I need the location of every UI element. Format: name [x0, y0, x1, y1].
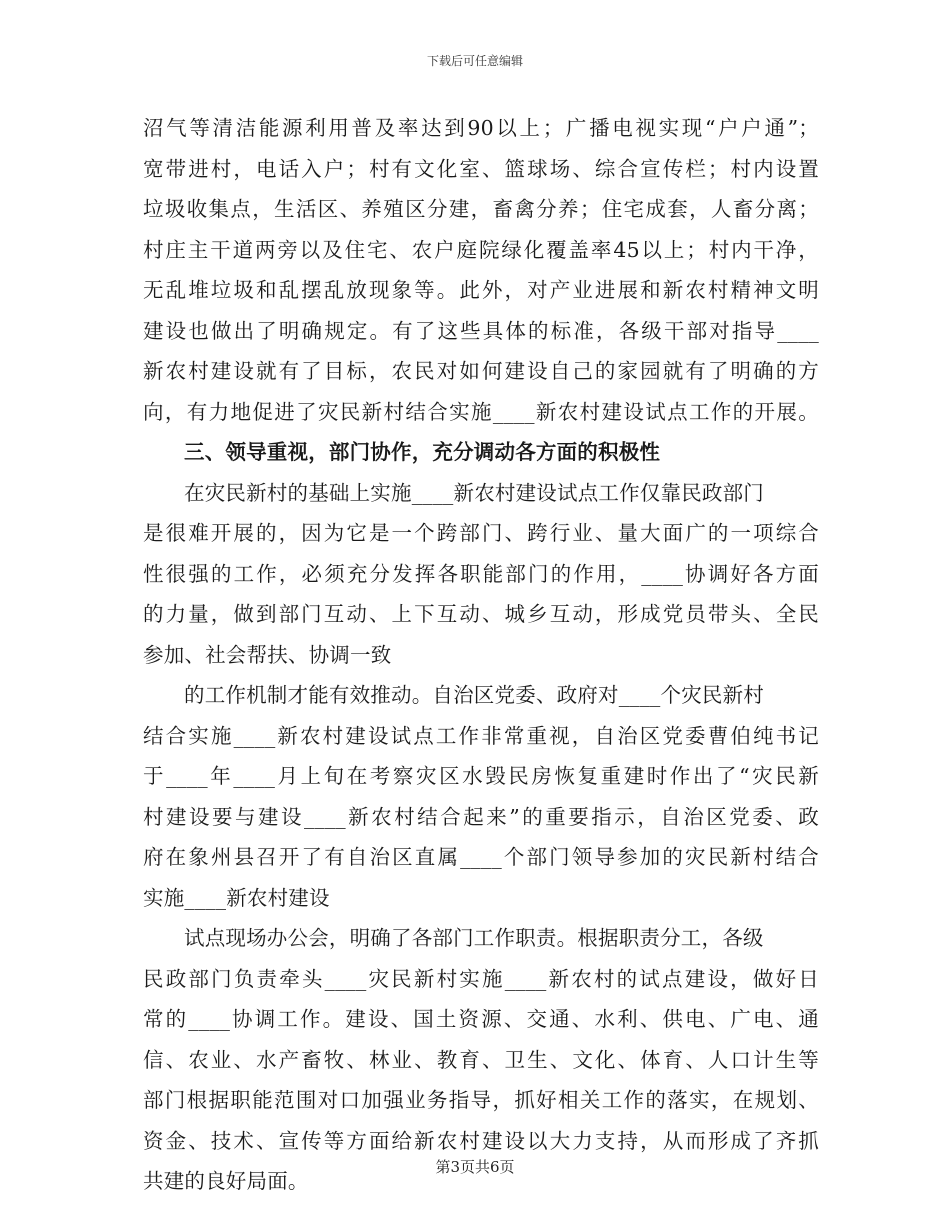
text-line: 的工作机制才能有效推动。自治区党委、政府对____个灾民新村	[184, 683, 764, 707]
paragraph-1	[143, 108, 819, 432]
paragraph-2	[143, 473, 819, 676]
text-line: 是很难开展的，因为它是一个跨部门、跨行业、量大面广的一项综合	[143, 521, 819, 545]
section-heading: 三、领导重视，部门协作，充分调动各方面的积极性	[184, 440, 661, 464]
text-line: 沼气等清洁能源利用普及率达到90以上；广播电视实现“户户通”；	[143, 116, 819, 140]
text-line: 向，有力地促进了灾民新村结合实施____新农村建设试点工作的开展。	[143, 399, 819, 424]
text-line: 村建设要与建设____新农村结合起来”的重要指示，自治区党委、政	[143, 804, 819, 829]
text-line: 资金、技术、宣传等方面给新农村建设以大力支持，从而形成了齐抓	[143, 1128, 819, 1153]
text-line: 实施____新农村建设	[143, 885, 330, 910]
text-line: 结合实施____新农村建设试点工作非常重视，自治区党委曹伯纯书记	[143, 723, 819, 748]
text-line: 新农村建设就有了目标，农民对如何建设自己的家园就有了明确的方	[143, 359, 819, 383]
paragraph-3	[143, 675, 819, 918]
text-line: 于____年____月上旬在考察灾区水毁民房恢复重建时作出了“灾民新	[143, 764, 819, 788]
text-line: 常的____协调工作。建设、国土资源、交通、水利、供电、广电、通	[143, 1007, 819, 1031]
text-line: 试点现场办公会，明确了各部门工作职责。根据职责分工，各级	[184, 926, 764, 950]
text-line: 府在象州县召开了有自治区直属____个部门领导参加的灾民新村结合	[143, 845, 819, 869]
text-line: 建设也做出了明确规定。有了这些具体的标准，各级干部对指导____	[143, 318, 819, 343]
document-body	[143, 108, 819, 1202]
text-line: 垃圾收集点，生活区、养殖区分建，畜禽分养；住宅成套，人畜分离；	[143, 197, 819, 221]
text-line: 村庄主干道两旁以及住宅、农户庭院绿化覆盖率45以上；村内干净，	[143, 237, 819, 262]
text-line: 民政部门负责牵头____灾民新村实施____新农村的试点建设，做好日	[143, 966, 819, 991]
text-line: 信、农业、水产畜牧、林业、教育、卫生、文化、体育、人口计生等	[143, 1047, 819, 1072]
text-line: 性很强的工作，必须充分发挥各职能部门的作用，____协调好各方面	[143, 561, 819, 586]
text-line: 无乱堆垃圾和乱摆乱放现象等。此外，对产业进展和新农村精神文明	[143, 278, 819, 302]
text-line: 在灾民新村的基础上实施____新农村建设试点工作仅靠民政部门	[184, 480, 764, 505]
page-header-note: 下载后可任意编辑	[426, 54, 523, 68]
text-line: 的力量，做到部门互动、上下互动、城乡互动，形成党员带头、全民	[143, 602, 819, 626]
page-number: 第3页共6页	[435, 1158, 515, 1176]
text-line: 部门根据职能范围对口加强业务指导，抓好相关工作的落实，在规划、	[143, 1088, 819, 1112]
text-line: 参加、社会帮扶、协调一致	[143, 642, 392, 667]
text-line: 共建的良好局面。	[143, 1169, 309, 1193]
text-line: 宽带进村，电话入户；村有文化室、篮球场、综合宣传栏；村内设置	[143, 156, 819, 181]
